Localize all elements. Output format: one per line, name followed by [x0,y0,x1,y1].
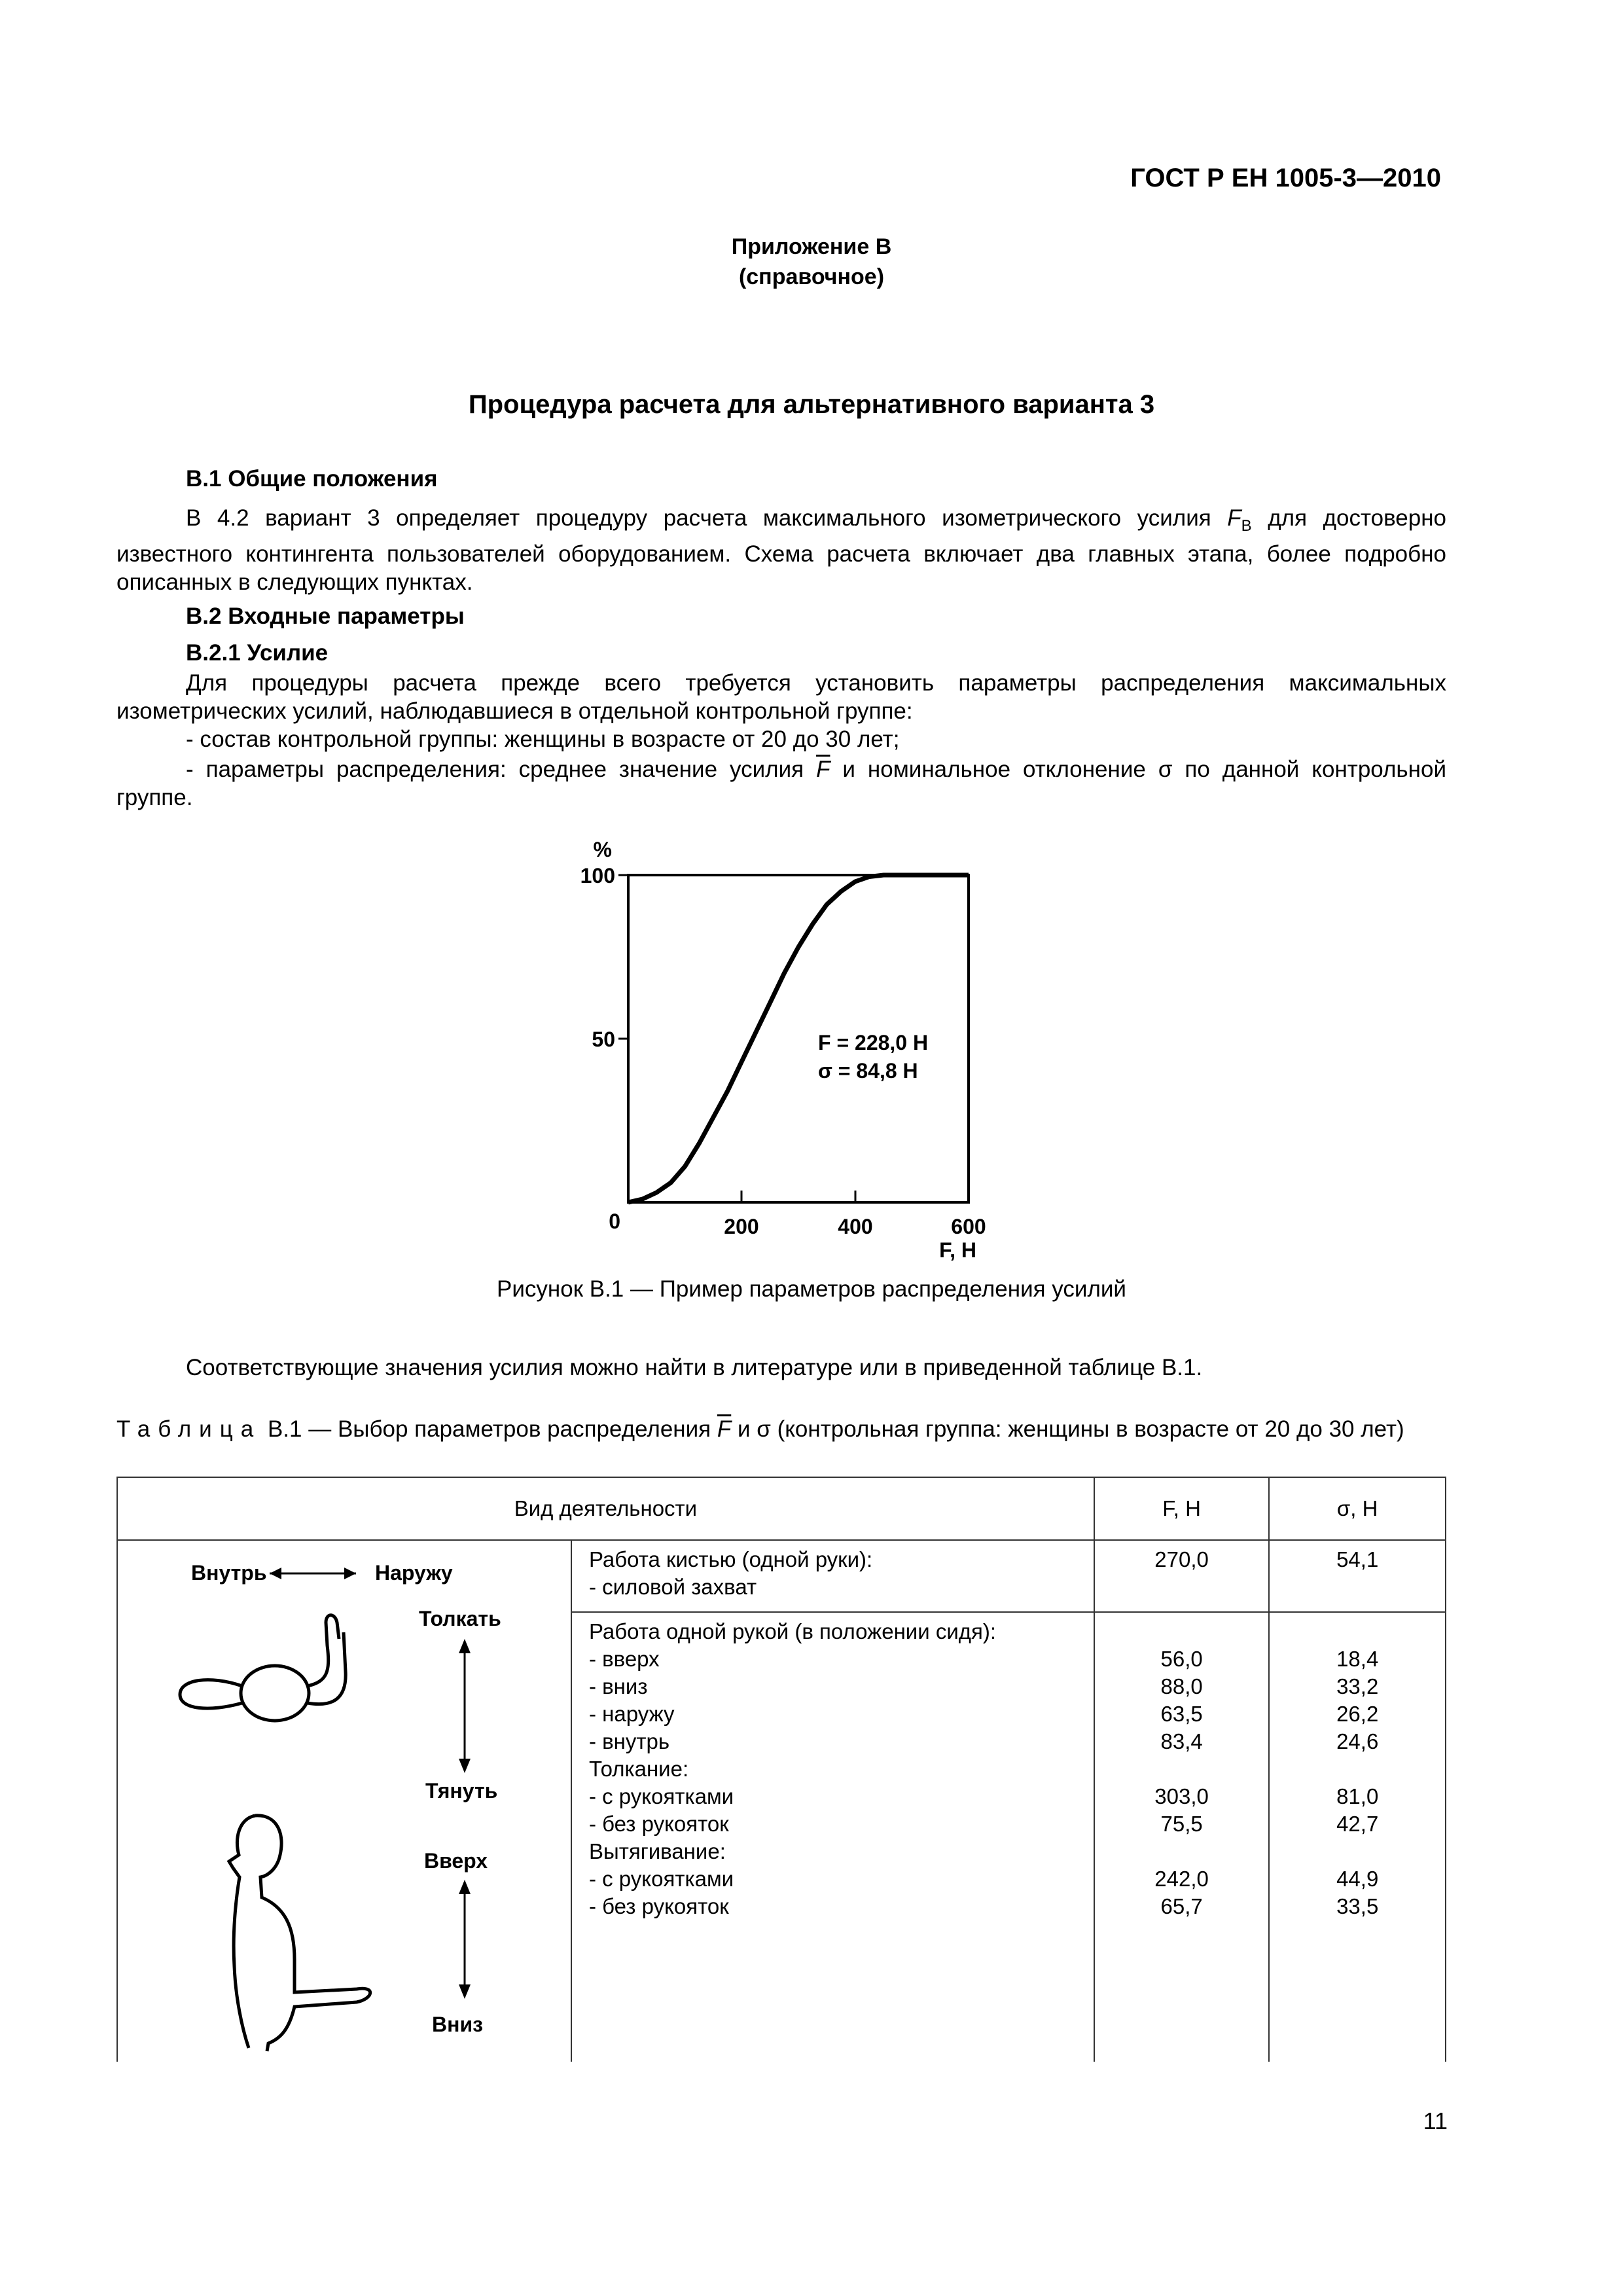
arrow-down-icon [459,1759,471,1773]
figure-caption: Рисунок В.1 — Пример параметров распределения усилий [497,1276,1126,1302]
label-pull: Тянуть [425,1779,498,1803]
y-tick-label-100: 100 [580,864,615,888]
header-activity: Вид деятельности [117,1477,1094,1540]
top-view-figure-icon [180,1615,346,1721]
table-header-row [117,1477,1446,1540]
y-tick-label-50: 50 [592,1028,615,1051]
annex-subtitle: (справочное) [738,264,885,289]
group1-activity: Работа кистью (одной руки): - силовой захват [571,1540,1094,1612]
header-f: F, Н [1094,1477,1270,1540]
x-tick-label-400: 400 [838,1215,873,1238]
document-code: ГОСТ Р ЕН 1005-3—2010 [1130,164,1441,192]
label-down: Вниз [432,2013,484,2036]
group2-activity: Работа одной рукой (в положении сидя): - вверх - вниз - наружу - внутрь Толкание: - с рукоятками - без рукояток Вытягивание: - с рукоятками - без рукояток [571,1612,1094,2062]
arrow-right-icon [344,1568,356,1579]
section-b2-heading: В.2 Входные параметры [186,603,465,629]
group2-sigma: 18,4 33,2 26,2 24,6 81,0 42,7 44,9 33,5 [1269,1612,1446,2062]
section-b21-heading: В.2.1 Усилие [186,640,329,666]
parameters-table [116,1477,1446,2062]
illustration-cell [117,1540,571,2062]
posture-illustration [118,1541,569,2062]
main-title: Процедура расчета для альтернативного варианта 3 [468,390,1155,419]
table-caption: Таблица В.1 — Выбор параметров распределения $\overline{F}$ и σ (контрольная группа: женщины в возрасте от 20 до 30 лет) [116,1416,1404,1442]
x-tick-label-200: 200 [724,1215,759,1238]
annex-title: Приложение В [731,234,892,259]
arrow-up-icon [459,1880,471,1894]
distribution-chart [550,821,1008,1266]
page-number: 11 [1423,2108,1448,2134]
x-axis-label: F, Н [939,1238,976,1262]
bullet-distribution-params: - параметры распределения: среднее значение усилия $\overline{F}$ и номинальное отклонение σ по данной контрольной группе. [116,757,1446,810]
group1-f: 270,0 [1094,1540,1270,1612]
group2-f: 56,0 88,0 63,5 83,4 303,0 75,5 242,0 65,7 [1094,1612,1270,2062]
arrow-left-icon [270,1568,281,1579]
group1-sigma: 54,1 [1269,1540,1446,1612]
table-row [117,1540,1446,1612]
y-axis-label: % [593,838,612,861]
annotation-mean: F = 228,0 Н [818,1031,929,1054]
section-b1-text: В 4.2 вариант 3 определяет процедуру расчета максимального изометрического усилия $F_B$ для достоверно известного контингента пользователей оборудованием. Схема расчета включает два главных этапа, более подробно описанных в следующих пунктах. [116,505,1446,595]
label-push: Толкать [419,1607,501,1630]
bullet-group-composition: - состав контрольной группы: женщины в возрасте от 20 до 30 лет; [186,726,900,752]
section-b1-heading: В.1 Общие положения [186,466,438,492]
header-sigma: σ, Н [1269,1477,1446,1540]
annotation-sigma: σ = 84,8 Н [818,1059,918,1083]
arrow-up-icon [459,1639,471,1653]
label-outside: Наружу [375,1561,453,1585]
section-b21-text: Для процедуры расчета прежде всего требуется установить параметры распределения максимальных изометрических усилий, наблюдавшиеся в отдельной контрольной группе: [116,670,1446,724]
side-view-figure-icon [229,1816,370,2051]
label-up: Вверх [424,1849,488,1873]
label-inside: Внутрь [191,1561,267,1585]
arrow-down-icon [459,1984,471,1999]
text-after-figure: Соответствующие значения усилия можно найти в литературе или в приведенной таблице В.1. [186,1355,1203,1380]
x-tick-label-600: 600 [951,1215,986,1238]
y-tick-label-0: 0 [609,1210,620,1233]
